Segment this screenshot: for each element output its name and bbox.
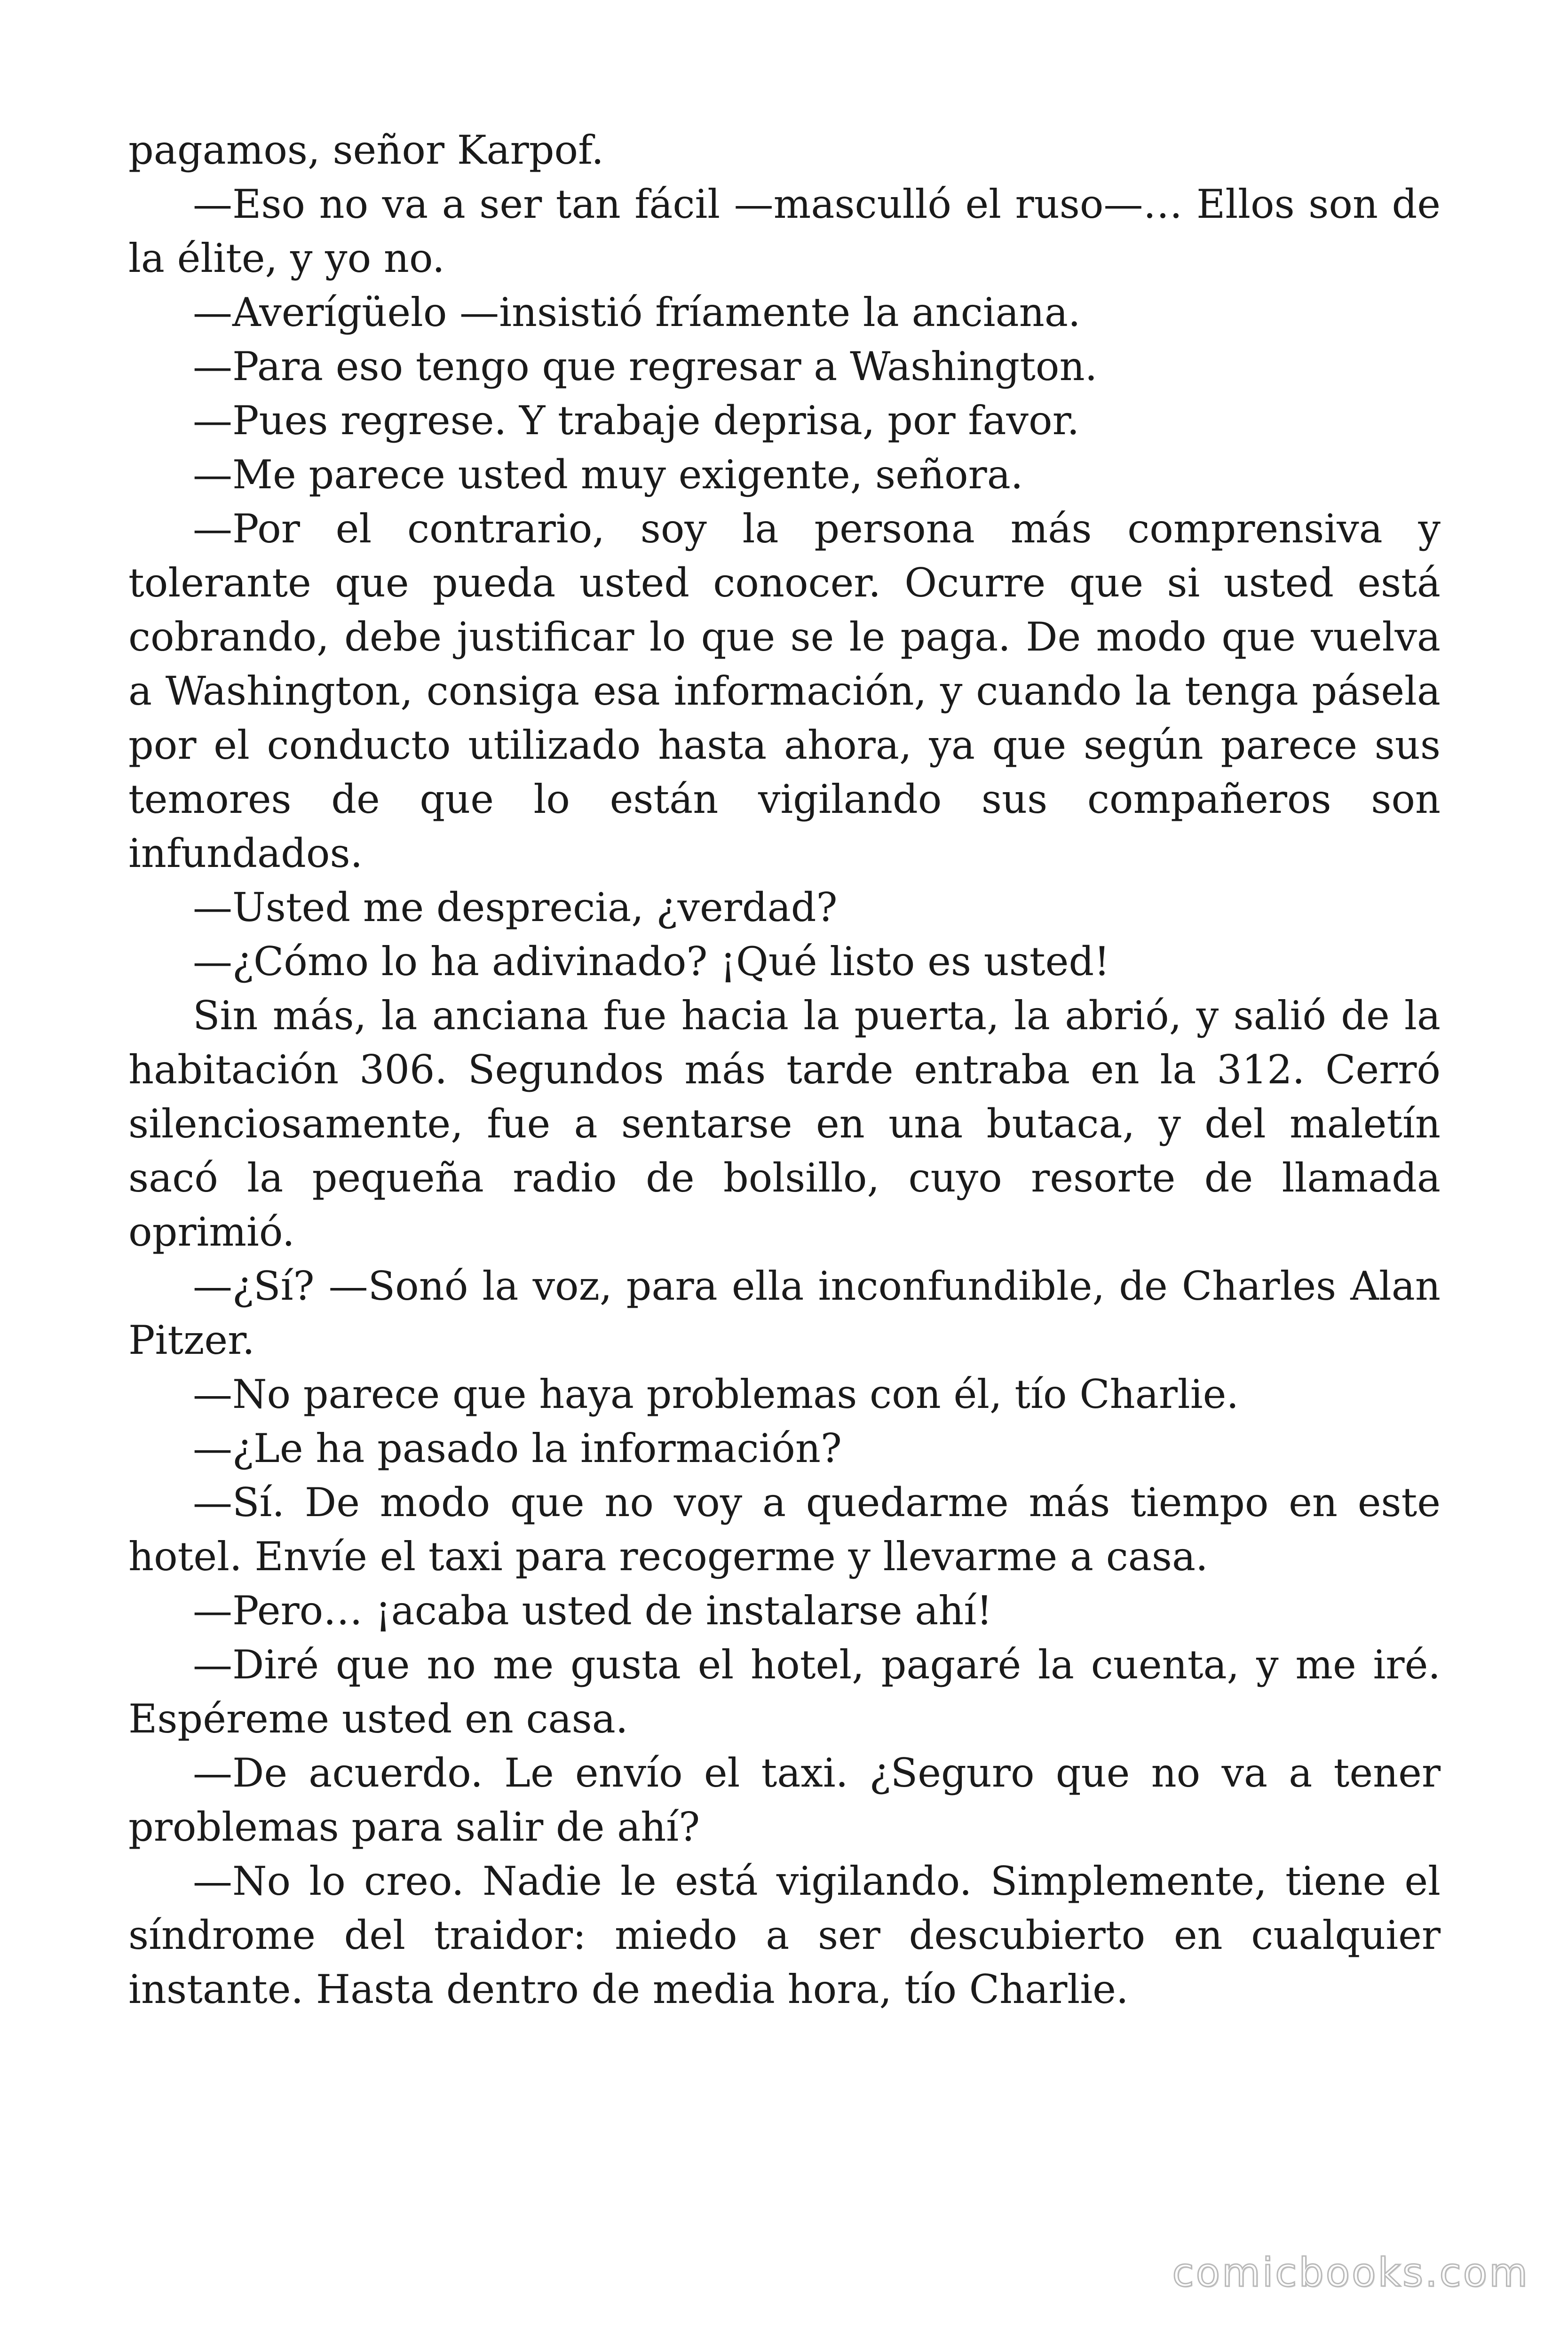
paragraph: —¿Cómo lo ha adivinado? ¡Qué listo es usted! [193,938,1110,985]
paragraph: —Usted me desprecia, ¿verdad? [193,884,838,930]
watermark-text: comicbooks.com [1172,2249,1529,2296]
paragraph: —Para eso tengo que regresar a Washington. [193,343,1098,389]
paragraph: —No parece que haya problemas con él, tío Charlie. [193,1371,1239,1417]
paragraph: —Averígüelo —insistió fríamente la anciana. [193,289,1081,335]
paragraph: Sin más, la anciana fue hacia la puerta, la abrió, y salió de la habitación 306. Segundos más tarde entraba en la 312. Cerró silenciosamente, fue a sentarse en una butaca, y del maletín sacó la pequeña radio de bolsillo, cuyo resorte de llamada oprimió. [128,993,1441,1255]
paragraph: —Diré que no me gusta el hotel, pagaré la cuenta, y me iré. Espéreme usted en casa. [128,1642,1441,1742]
paragraph: —De acuerdo. Le envío el taxi. ¿Seguro que no va a tener problemas para salir de ahí? [128,1750,1441,1850]
paragraph: —Sí. De modo que no voy a quedarme más tiempo en este hotel. Envíe el taxi para recogerme y llevarme a casa. [128,1479,1441,1580]
paragraph: —Pero… ¡acaba usted de instalarse ahí! [193,1588,993,1634]
paragraph: —¿Sí? —Sonó la voz, para ella inconfundible, de Charles Alan Pitzer. [128,1263,1441,1363]
paragraph: —Pues regrese. Y trabaje deprisa, por favor. [193,397,1080,444]
paragraph: —Por el contrario, soy la persona más comprensiva y tolerante que pueda usted conocer. Ocurre que si usted está cobrando, debe justificar lo que se le paga. De modo que vuelva a Washington, consiga esa información, y cuando la tenga pásela por el conducto utilizado hasta ahora, ya que según parece sus temores de que lo están vigilando sus compañeros son infundados. [128,506,1441,876]
paragraph: —No lo creo. Nadie le está vigilando. Simplemente, tiene el síndrome del traidor: miedo a ser descubierto en cualquier instante. Hasta dentro de media hora, tío Charlie. [128,1858,1441,2012]
paragraph: —Me parece usted muy exigente, señora. [193,452,1023,498]
paragraph: —Eso no va a ser tan fácil —masculló el ruso—… Ellos son de la élite, y yo no. [128,181,1441,281]
paragraph: —¿Le ha pasado la información? [193,1425,842,1471]
paragraph: pagamos, señor Karpof. [128,127,604,173]
body-text [128,123,1441,2017]
